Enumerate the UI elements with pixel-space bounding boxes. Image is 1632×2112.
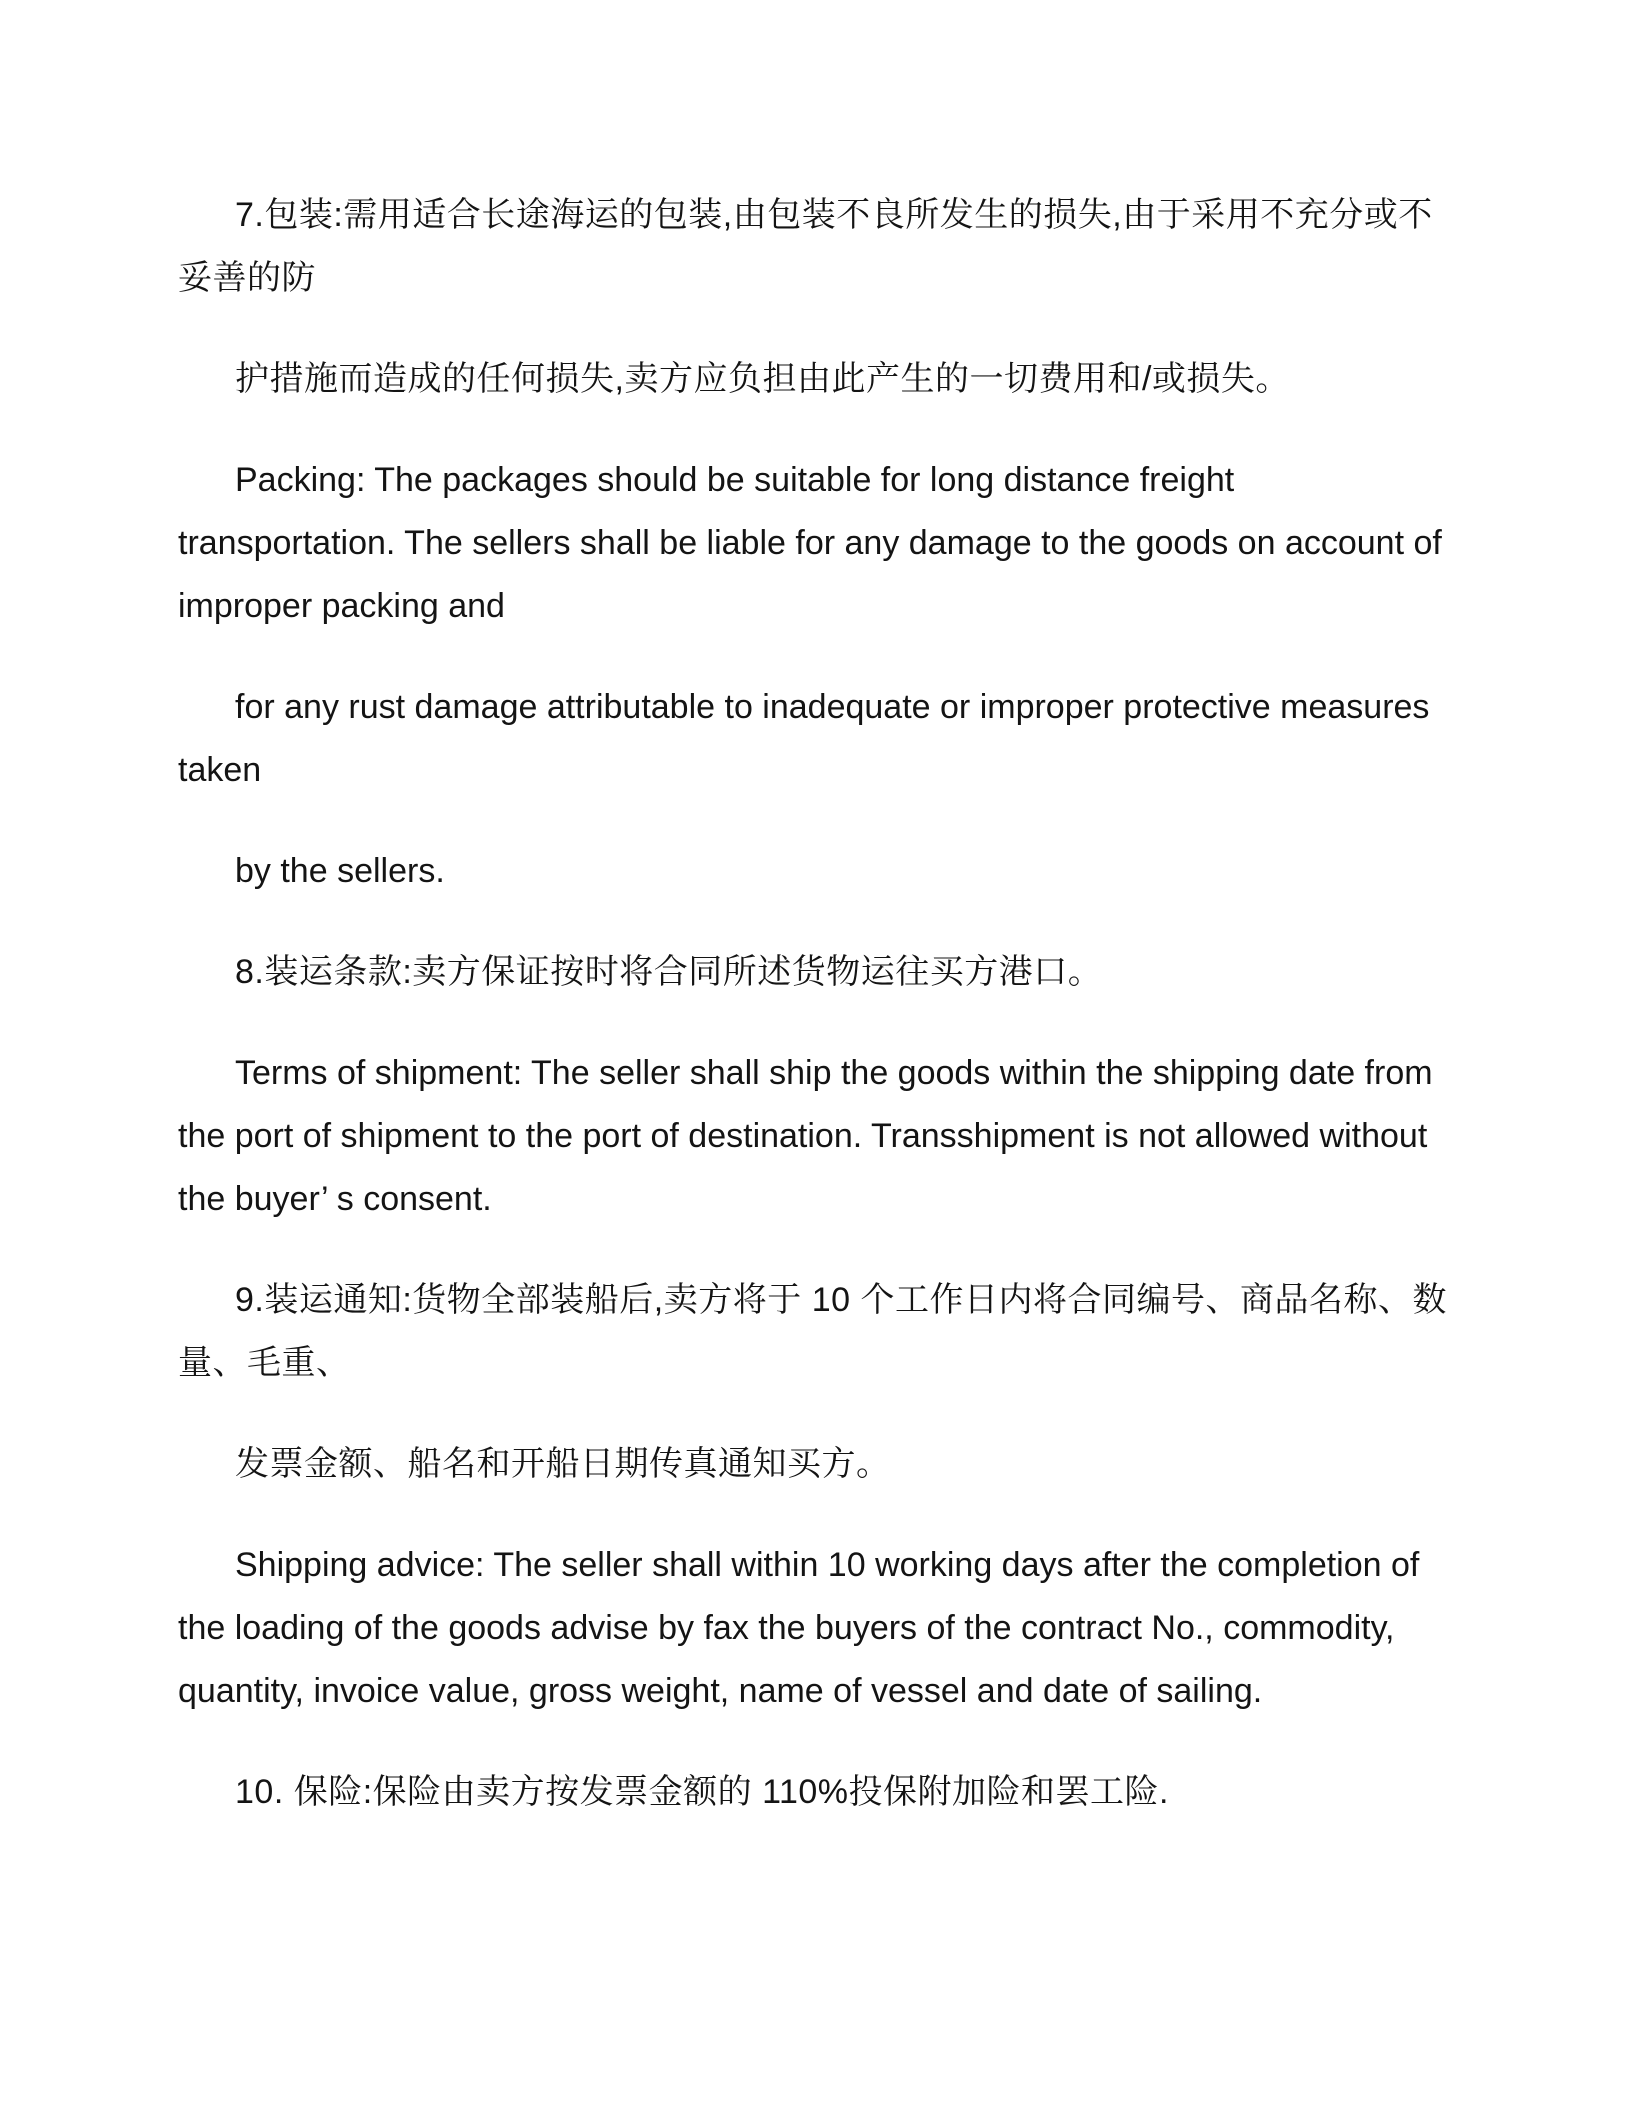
paragraph-clause10-zh: 10. 保险:保险由卖方按发票金额的 110%投保附加险和罢工险. (235, 1773, 1169, 1811)
paragraph-clause7-en-part3: by the sellers. (235, 852, 445, 890)
paragraph-clause7-en-part2: for any rust damage attributable to inadequate or improper protective measures taken (178, 688, 1430, 789)
paragraph-clause8-zh: 8.装运条款:卖方保证按时将合同所述货物运往买方港口。 (235, 953, 1103, 991)
paragraph-clause9-en: Shipping advice: The seller shall within 10 working days after the completion of the loading of the goods advise by fax the buyers of the contract No., commodity, quantity, invoice value, gross weight, name of vessel and date of sailing. (178, 1546, 1420, 1710)
paragraph-clause8-en: Terms of shipment: The seller shall ship the goods within the shipping date from the port of shipment to the port of destination. Transshipment is not allowed without the buyer’ s consent. (178, 1054, 1433, 1218)
paragraph-clause7-en-part1: Packing: The packages should be suitable for long distance freight transportation. The sellers shall be liable for any damage to the goods on account of improper packing and (178, 461, 1442, 625)
paragraph-clause9-zh-part2: 发票金额、船名和开船日期传真通知买方。 (235, 1445, 891, 1483)
paragraph-clause9-zh-part1: 9.装运通知:货物全部装船后,卖方将于 10 个工作日内将合同编号、商品名称、数量、毛重、 (178, 1281, 1447, 1382)
paragraph-clause7-zh-line2: 护措施而造成的任何损失,卖方应负担由此产生的一切费用和/或损失。 (235, 360, 1290, 398)
paragraph-clause7-zh-line1: 7.包装:需用适合长途海运的包装,由包装不良所发生的损失,由于采用不充分或不妥善的防 (178, 196, 1433, 297)
